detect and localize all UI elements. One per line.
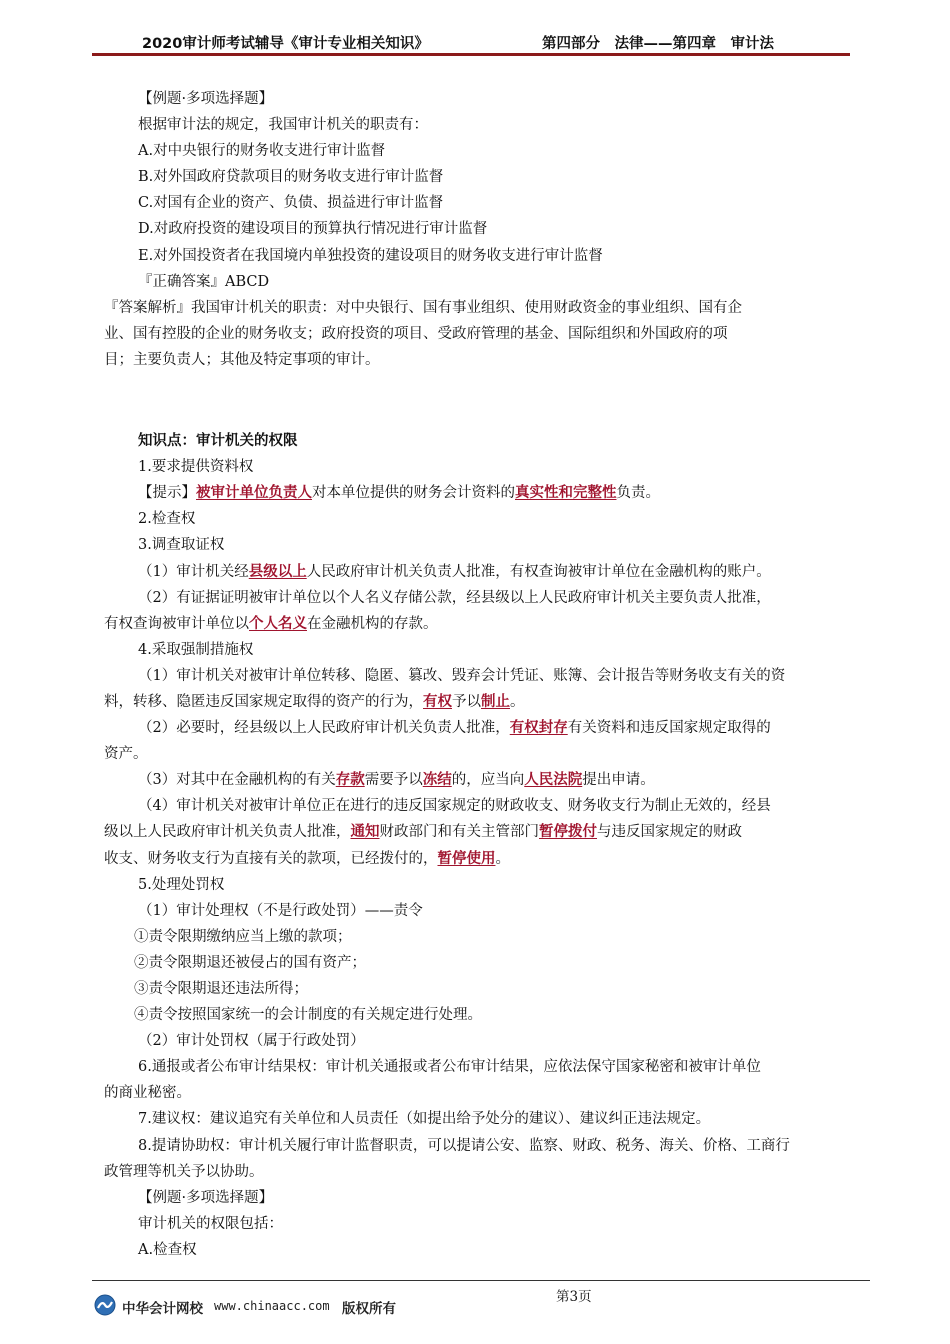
highlight-term: 制止 (481, 692, 510, 710)
power-item-8-line1: 8.提请协助权：审计机关履行审计监督职责，可以提请公安、监察、财政、税务、海关、价格、工商行 (138, 1137, 790, 1154)
rule-text: 料，转移、隐匿违反国家规定取得的资产的行为， (104, 693, 423, 710)
example1-answer: 『正确答案』ABCD (138, 273, 270, 290)
example1-option-e: E.对外国投资者在我国境内单独投资的建设项目的财务收支进行审计监督 (138, 247, 603, 264)
rule-text: （2）必要时，经县级以上人民政府审计机关负责人批准， (138, 720, 510, 737)
highlight-term: 真实性和完整性 (515, 484, 617, 502)
power-item-3: 3.调查取证权 (138, 537, 225, 554)
footer-rule (92, 1280, 870, 1281)
header-book-title: 2020审计师考试辅导《审计专业相关知识》 (142, 36, 429, 52)
rule-3-2-line2 (104, 611, 849, 637)
highlight-term: 冻结 (422, 771, 452, 789)
tip-prefix: 【提示】 (138, 485, 196, 502)
order-item: ①责令限期缴纳应当上缴的款项； (134, 928, 352, 945)
page-number: 第3页 (556, 1289, 592, 1305)
rule-4-4-line1: （4）审计机关对被审计单位正在进行的违反国家规定的财政收支、财务收支行为制止无效的，经县 (138, 798, 771, 815)
power-item-4: 4.采取强制措施权 (138, 641, 254, 658)
rule-3-2-line1: （2）有证据证明被审计单位以个人名义存储公款，经县级以上人民政府审计机关主要负责人批准， (138, 589, 771, 606)
rule-4-2-line2: 资产。 (104, 746, 148, 763)
example1-option-c: C.对国有企业的资产、负债、损益进行审计监督 (138, 195, 444, 212)
footer-url[interactable]: www.chinaacc.com (214, 1299, 330, 1313)
highlight-term: 人民法院 (524, 771, 583, 789)
order-item: ③责令限期退还违法所得； (134, 981, 308, 997)
power-item-7: 7.建议权：建议追究有关单位和人员责任（如提出给予处分的建议）、建议纠正违法规定。 (138, 1111, 711, 1128)
tip-line (104, 480, 849, 506)
rule-text: 予以 (452, 693, 481, 710)
rule-4-1-line2 (104, 689, 849, 715)
rule-5-1: （1）审计处理权（不是行政处罚）——责令 (138, 902, 423, 919)
example1-option-d: D.对政府投资的建设项目的预算执行情况进行审计监督 (138, 221, 488, 238)
rule-text: 与违反国家规定的财政 (597, 824, 742, 841)
section-spacer (104, 373, 849, 428)
example1-option-b: B.对外国政府贷款项目的财务收支进行审计监督 (138, 169, 444, 186)
example1-question: 根据审计法的规定，我国审计机关的职责有： (138, 117, 428, 134)
example2-question: 审计机关的权限包括： (138, 1215, 283, 1232)
rule-text: 。 (510, 693, 525, 710)
tip-text: 负责。 (616, 485, 660, 502)
example1-analysis-line: 目；主要负责人；其他及特定事项的审计。 (104, 351, 380, 368)
rule-text: 。 (495, 850, 510, 867)
power-item-6-line1: 6.通报或者公布审计结果权：审计机关通报或者公布审计结果，应依法保守国家秘密和被审计单位 (138, 1059, 761, 1076)
power-item-2: 2.检查权 (138, 511, 196, 528)
footer-brand: 中华会计网校 (122, 1301, 203, 1317)
power-item-8-line2: 政管理等机关予以协助。 (104, 1163, 264, 1180)
example2-option-a: A.检查权 (138, 1241, 197, 1258)
header-chapter-title: 第四部分 法律——第四章 审计法 (542, 36, 774, 52)
page-header (92, 30, 850, 54)
highlight-term: 个人名义 (249, 614, 307, 632)
highlight-term: 通知 (350, 823, 380, 841)
header-rule (92, 53, 850, 56)
page-content (104, 86, 849, 1263)
highlight-term: 存款 (335, 771, 365, 789)
rule-4-2-line1 (104, 715, 849, 741)
tip-text: 对本单位提供的财务会计资料的 (312, 485, 515, 502)
example1-tag: 【例题·多项选择题】 (138, 91, 274, 107)
chinaacc-logo-icon (94, 1294, 116, 1316)
rule-text: 级以上人民政府审计机关负责人批准， (104, 824, 351, 841)
example1-analysis-line: 业、国有控股的企业的财务收支；政府投资的项目、受政府管理的基金、国际组织和外国政府的项 (104, 325, 728, 342)
rule-text: 的，应当向 (451, 772, 525, 789)
rule-text: 人民政府审计机关负责人批准，有权查询被审计单位在金融机构的账户。 (306, 563, 771, 580)
highlight-term: 暂停使用 (437, 849, 496, 867)
example1-option-a: A.对中央银行的财务收支进行审计监督 (138, 143, 386, 160)
highlight-term: 有权 (423, 692, 452, 710)
power-item-5: 5.处理处罚权 (138, 876, 225, 893)
rule-4-1-line1: （1）审计机关对被审计单位转移、隐匿、篡改、毁弃会计凭证、账簿、会计报告等财务收支有关的资 (138, 667, 786, 684)
example1-analysis-line: 『答案解析』我国审计机关的职责：对中央银行、国有事业组织、使用财政资金的事业组织、国有企 (104, 299, 742, 316)
example2-tag: 【例题·多项选择题】 (138, 1189, 274, 1206)
rule-text: 在金融机构的存款。 (307, 615, 438, 632)
rule-text: 有权查询被审计单位以 (104, 615, 249, 632)
highlight-term: 被审计单位负责人 (196, 484, 312, 502)
rule-text: 收支、财务收支行为直接有关的款项，已经拨付的， (104, 850, 438, 867)
order-item: ④责令按照国家统一的会计制度的有关规定进行处理。 (134, 1007, 482, 1024)
rule-text: 财政部门和有关主管部门 (379, 824, 539, 841)
rule-text: 有关资料和违反国家规定取得的 (567, 720, 771, 737)
highlight-term: 暂停拨付 (539, 823, 597, 841)
rule-3-1 (104, 559, 849, 585)
power-item-6-line2: 的商业秘密。 (104, 1085, 191, 1102)
footer-rights: 版权所有 (342, 1301, 396, 1317)
rule-text: （3）对其中在金融机构的有关 (138, 772, 336, 789)
highlight-term: 县级以上 (248, 562, 307, 580)
knowledge-title: 知识点：审计机关的权限 (138, 432, 298, 450)
rule-text: （1）审计机关经 (138, 563, 249, 580)
rule-4-4-line3 (104, 846, 849, 872)
rule-5-2: （2）审计处罚权（属于行政处罚） (138, 1033, 365, 1050)
highlight-term: 有权封存 (509, 719, 568, 737)
rule-text: 需要予以 (364, 772, 423, 789)
order-item: ②责令限期退还被侵占的国有资产； (134, 954, 366, 971)
rule-4-4-line2 (104, 819, 849, 845)
rule-4-3 (104, 767, 849, 793)
power-item-1: 1.要求提供资料权 (138, 459, 254, 476)
rule-text: 提出申请。 (582, 772, 655, 789)
